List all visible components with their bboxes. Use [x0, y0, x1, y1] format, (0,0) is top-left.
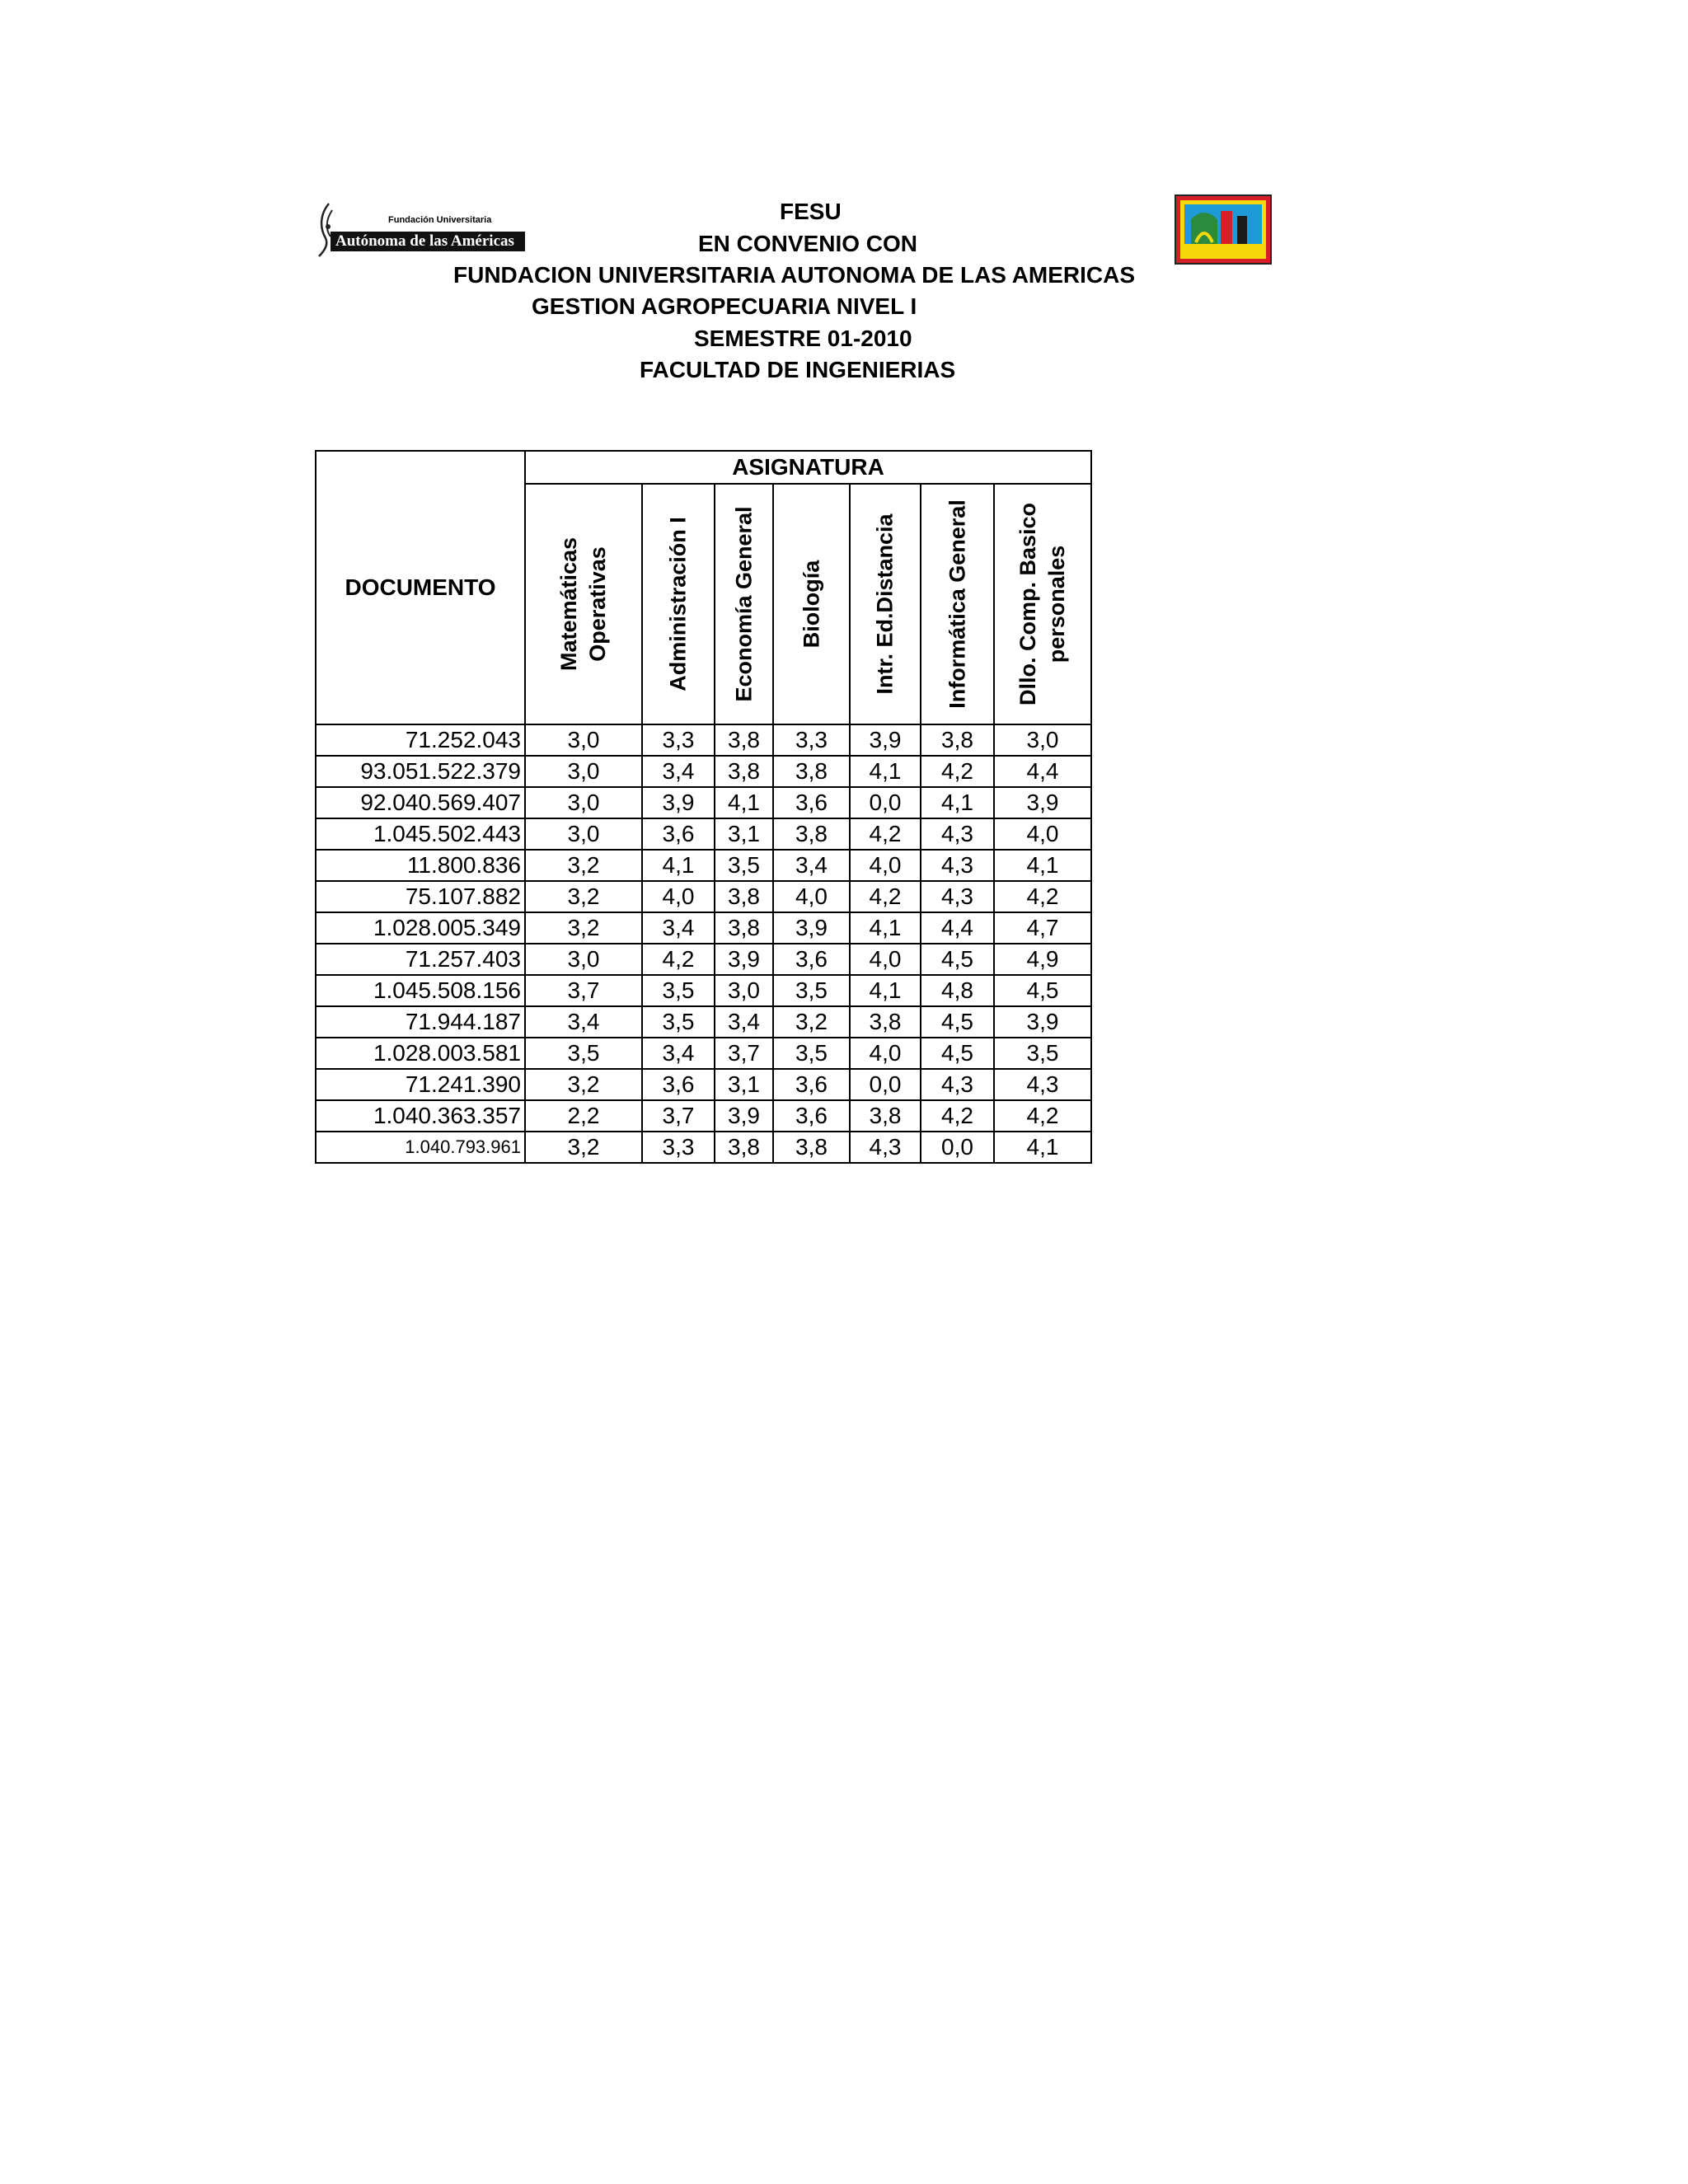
table-row [316, 1100, 1091, 1132]
grade-cell: 3,0 [525, 724, 642, 756]
grade-cell: 4,0 [850, 1038, 921, 1069]
grade-cell: 4,1 [850, 756, 921, 787]
grade-cell: 3,7 [525, 975, 642, 1006]
grade-cell: 3,8 [715, 912, 773, 944]
subject-header-line: Operativas [585, 546, 610, 662]
subject-header [773, 484, 850, 724]
grade-cell: 4,5 [921, 1006, 994, 1038]
grade-cell: 4,2 [994, 1100, 1091, 1132]
grades-body [316, 724, 1091, 1163]
grade-cell: 3,6 [773, 1100, 850, 1132]
fesu-emblem-icon [1175, 194, 1272, 265]
grade-cell: 3,8 [715, 1132, 773, 1163]
grade-cell: 3,2 [525, 1132, 642, 1163]
table-row [316, 1038, 1091, 1069]
grade-cell: 4,5 [994, 975, 1091, 1006]
grade-cell: 3,8 [921, 724, 994, 756]
subject-header [525, 484, 642, 724]
grade-cell: 3,1 [715, 1069, 773, 1100]
grade-cell: 3,7 [715, 1038, 773, 1069]
table-row [316, 944, 1091, 975]
documento-cell: 71.252.043 [316, 724, 525, 756]
grade-cell: 4,2 [994, 881, 1091, 912]
grade-cell: 4,2 [642, 944, 715, 975]
grade-cell: 3,4 [773, 850, 850, 881]
logo-small-text: Fundación Universitaria [388, 215, 492, 225]
documento-cell: 1.040.363.357 [316, 1100, 525, 1132]
grade-cell: 4,2 [850, 881, 921, 912]
subject-header-line: Dllo. Comp. Basico [1015, 502, 1040, 706]
subject-header [921, 484, 994, 724]
documento-cell: 71.944.187 [316, 1006, 525, 1038]
grade-cell: 3,4 [525, 1006, 642, 1038]
table-row [316, 756, 1091, 787]
subject-header-line: Administración I [665, 517, 691, 691]
subject-header-text [555, 537, 612, 671]
subject-header-line: Biología [799, 560, 823, 649]
table-row [316, 1006, 1091, 1038]
grades-table [315, 450, 1092, 1164]
grade-cell: 3,5 [994, 1038, 1091, 1069]
documento-cell: 92.040.569.407 [316, 787, 525, 818]
grade-cell: 4,1 [921, 787, 994, 818]
grade-cell: 0,0 [850, 787, 921, 818]
subject-header [850, 484, 921, 724]
table-row [316, 912, 1091, 944]
grade-cell: 3,8 [773, 1132, 850, 1163]
grade-cell: 4,0 [994, 818, 1091, 850]
grade-cell: 3,8 [715, 724, 773, 756]
grade-cell: 3,9 [715, 1100, 773, 1132]
grade-cell: 3,3 [773, 724, 850, 756]
grade-cell: 3,6 [642, 818, 715, 850]
title-programa: GESTION AGROPECUARIA NIVEL I [532, 293, 917, 319]
grade-cell: 3,5 [715, 850, 773, 881]
grade-cell: 4,3 [921, 1069, 994, 1100]
grade-cell: 4,1 [642, 850, 715, 881]
grade-cell: 3,2 [525, 912, 642, 944]
grade-cell: 4,2 [850, 818, 921, 850]
title-convenio: EN CONVENIO CON [698, 231, 918, 256]
grade-cell: 3,5 [642, 975, 715, 1006]
grade-cell: 3,5 [525, 1038, 642, 1069]
grade-cell: 4,3 [850, 1132, 921, 1163]
grade-cell: 3,4 [642, 1038, 715, 1069]
grade-cell: 0,0 [921, 1132, 994, 1163]
grade-cell: 3,8 [850, 1006, 921, 1038]
subject-header-line: personales [1044, 545, 1069, 663]
grade-cell: 3,3 [642, 1132, 715, 1163]
table-row [316, 850, 1091, 881]
grade-cell: 4,5 [921, 944, 994, 975]
grade-cell: 3,8 [773, 756, 850, 787]
grade-cell: 2,2 [525, 1100, 642, 1132]
subject-header [642, 484, 715, 724]
grade-cell: 4,5 [921, 1038, 994, 1069]
subject-header-line: Intr. Ed.Distancia [872, 513, 898, 695]
grade-cell: 4,4 [921, 912, 994, 944]
grade-cell: 0,0 [850, 1069, 921, 1100]
grade-cell: 4,0 [773, 881, 850, 912]
grade-cell: 4,1 [850, 975, 921, 1006]
grade-cell: 3,7 [642, 1100, 715, 1132]
grade-cell: 3,5 [773, 1038, 850, 1069]
grade-cell: 4,3 [921, 850, 994, 881]
grade-cell: 3,8 [773, 818, 850, 850]
subject-header-text [664, 517, 693, 691]
documento-cell: 71.257.403 [316, 944, 525, 975]
grade-cell: 3,9 [642, 787, 715, 818]
subject-header-text [797, 560, 826, 649]
grade-cell: 4,0 [850, 944, 921, 975]
grade-cell: 3,9 [850, 724, 921, 756]
grade-cell: 3,4 [715, 1006, 773, 1038]
subject-header [715, 484, 773, 724]
grade-cell: 3,6 [773, 944, 850, 975]
table-row [316, 881, 1091, 912]
grade-cell: 4,2 [921, 1100, 994, 1132]
grade-cell: 3,4 [642, 756, 715, 787]
grade-cell: 3,2 [525, 1069, 642, 1100]
table-row [316, 1132, 1091, 1163]
subject-header-line: Matemáticas [556, 537, 581, 672]
documento-cell: 11.800.836 [316, 850, 525, 881]
documento-cell: 1.028.003.581 [316, 1038, 525, 1069]
grade-cell: 3,9 [994, 787, 1091, 818]
grade-cell: 3,0 [525, 944, 642, 975]
grade-cell: 3,0 [715, 975, 773, 1006]
subject-header-text [729, 506, 758, 701]
grade-cell: 3,8 [850, 1100, 921, 1132]
table-row [316, 1069, 1091, 1100]
grade-cell: 3,2 [773, 1006, 850, 1038]
table-row [316, 787, 1091, 818]
documento-cell: 75.107.882 [316, 881, 525, 912]
documento-cell: 1.045.508.156 [316, 975, 525, 1006]
grade-cell: 3,8 [715, 756, 773, 787]
grade-cell: 4,1 [850, 912, 921, 944]
logo-name: Autónoma de las Américas [335, 232, 514, 250]
grade-cell: 3,0 [525, 756, 642, 787]
subject-header-text [871, 513, 900, 694]
grade-cell: 4,1 [715, 787, 773, 818]
title-fesu: FESU [780, 199, 842, 224]
subject-header-line: Economía General [731, 506, 756, 702]
document-header [0, 0, 1688, 396]
grade-cell: 3,8 [715, 881, 773, 912]
documento-cell: 71.241.390 [316, 1069, 525, 1100]
documento-cell: 1.028.005.349 [316, 912, 525, 944]
grade-cell: 4,2 [921, 756, 994, 787]
table-row [316, 975, 1091, 1006]
subject-header-text [943, 499, 972, 709]
logo-name-bar [331, 232, 525, 251]
grade-cell: 3,6 [773, 787, 850, 818]
subject-header-text [1014, 503, 1071, 705]
grade-cell: 3,0 [994, 724, 1091, 756]
grade-cell: 3,0 [525, 818, 642, 850]
title-semestre: SEMESTRE 01-2010 [694, 326, 912, 351]
grade-cell: 4,1 [994, 850, 1091, 881]
grade-cell: 4,7 [994, 912, 1091, 944]
documento-header: DOCUMENTO [316, 451, 525, 724]
grade-cell: 3,5 [773, 975, 850, 1006]
grade-cell: 4,3 [921, 881, 994, 912]
title-facultad: FACULTAD DE INGENIERIAS [640, 357, 956, 382]
grade-cell: 4,3 [994, 1069, 1091, 1100]
fesu-logo [1175, 194, 1272, 265]
grade-cell: 4,0 [642, 881, 715, 912]
grade-cell: 4,4 [994, 756, 1091, 787]
title-fundacion: FUNDACION UNIVERSITARIA AUTONOMA DE LAS AMERICAS [453, 262, 1136, 288]
subject-header-line: Informática General [945, 499, 969, 709]
grade-cell: 3,3 [642, 724, 715, 756]
asignatura-header: ASIGNATURA [525, 451, 1091, 484]
grade-cell: 3,2 [525, 850, 642, 881]
table-row [316, 818, 1091, 850]
grade-cell: 4,1 [994, 1132, 1091, 1163]
grade-cell: 3,9 [994, 1006, 1091, 1038]
grade-cell: 3,9 [773, 912, 850, 944]
grade-cell: 3,2 [525, 881, 642, 912]
grade-cell: 4,0 [850, 850, 921, 881]
grade-cell: 3,5 [642, 1006, 715, 1038]
documento-cell: 93.051.522.379 [316, 756, 525, 787]
grade-cell: 4,8 [921, 975, 994, 1006]
subject-header [994, 484, 1091, 724]
grade-cell: 3,6 [642, 1069, 715, 1100]
grade-cell: 3,0 [525, 787, 642, 818]
grade-cell: 4,9 [994, 944, 1091, 975]
autonoma-logo [316, 202, 526, 258]
grade-cell: 3,1 [715, 818, 773, 850]
table-row [316, 724, 1091, 756]
documento-cell: 1.045.502.443 [316, 818, 525, 850]
grade-cell: 3,4 [642, 912, 715, 944]
grade-cell: 3,9 [715, 944, 773, 975]
grade-cell: 3,6 [773, 1069, 850, 1100]
grade-cell: 4,3 [921, 818, 994, 850]
documento-cell: 1.040.793.961 [316, 1132, 525, 1163]
